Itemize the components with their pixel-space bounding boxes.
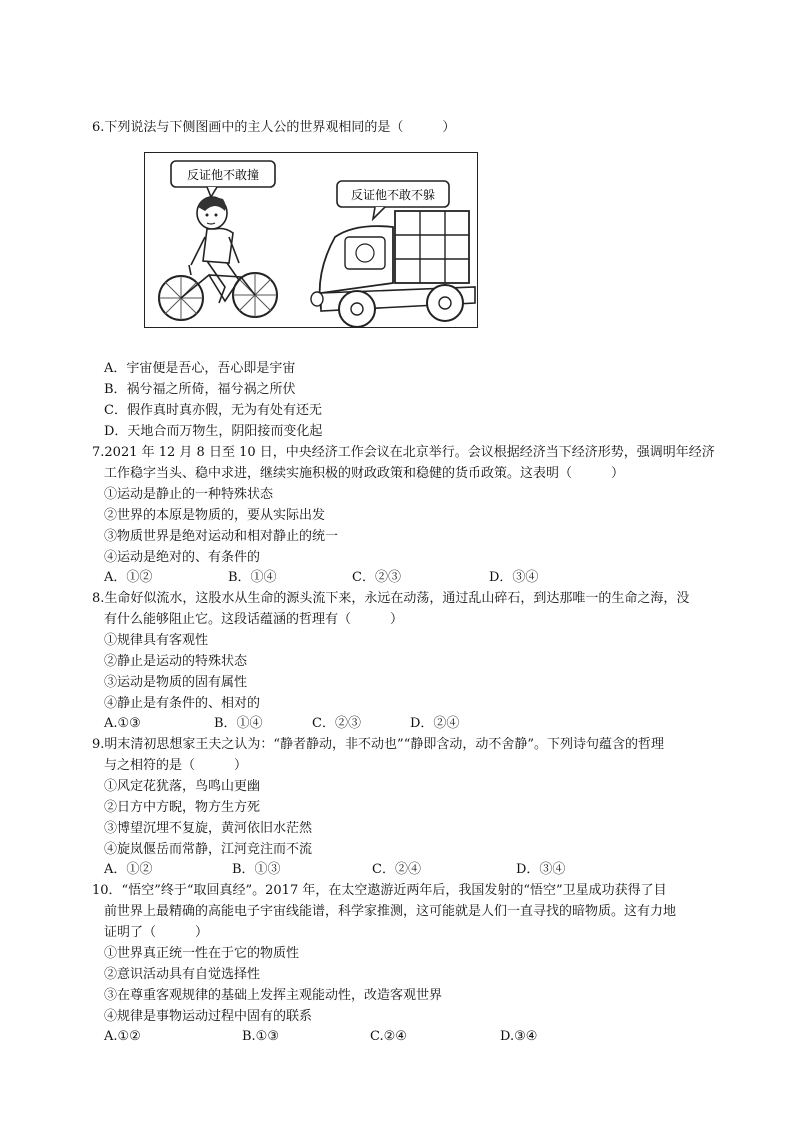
question-6-figure (144, 152, 478, 328)
question-8-stem-line1: 8.生命好似流水，这股水从生命的源头流下来，永远在动荡，通过乱山碎石，到达那唯一的生命之海，没 (92, 591, 690, 606)
question-6-option-b[interactable]: B．祸兮福之所倚，福兮祸之所伏 (104, 382, 296, 397)
question-9-option-d[interactable]: D．③④ (516, 862, 566, 877)
question-10-statement-3: ③在尊重客观规律的基础上发挥主观能动性，改造客观世界 (104, 988, 443, 1003)
left-bubble-text: 反证他不敢撞 (186, 168, 260, 182)
question-9-stem-line1: 9.明末清初思想家王夫之认为：“静者静动，非不动也”“静即含动，动不舍静”。下列诗句蕴含的哲理 (92, 737, 664, 752)
cartoon-illustration (145, 153, 479, 329)
question-7-option-a[interactable]: A．①② (104, 570, 153, 585)
question-9-statement-4: ④旋岚偃岳而常静，江河竞注而不流 (104, 842, 313, 857)
question-10-stem-line1: 10．“悟空”终于“取回真经”。2017 年，在太空遨游近两年后，我国发射的“悟空”卫星成功获得了目 (92, 883, 667, 898)
question-10-statement-2: ②意识活动具有自觉选择性 (104, 967, 261, 982)
question-10-option-a[interactable]: A.①② (104, 1029, 141, 1044)
question-10-option-c[interactable]: C.②④ (370, 1029, 407, 1044)
question-7-stem-line1: 7.2021 年 12 月 8 日至 10 日，中央经济工作会议在北京举行。会议根据经济当下经济形势，强调明年经济 (92, 445, 715, 460)
question-9-statement-3: ③博望沉埋不复旋，黄河依旧水茫然 (104, 821, 313, 836)
question-8-option-d[interactable]: D．②④ (410, 716, 460, 731)
question-7-option-c[interactable]: C．②③ (352, 570, 401, 585)
question-8-statement-2: ②静止是运动的特殊状态 (104, 654, 248, 669)
question-7-statement-1: ①运动是静止的一种特殊状态 (104, 487, 274, 502)
question-9-option-a[interactable]: A．①② (104, 862, 153, 877)
question-7-statement-3: ③物质世界是绝对运动和相对静止的统一 (104, 529, 339, 544)
question-10-option-d[interactable]: D.③④ (500, 1029, 538, 1044)
right-bubble-text: 反证他不敢不躲 (350, 188, 436, 202)
question-9-option-c[interactable]: C．②④ (372, 862, 421, 877)
question-8-statement-3: ③运动是物质的固有属性 (104, 675, 248, 690)
question-6-option-c[interactable]: C．假作真时真亦假，无为有处有还无 (104, 403, 322, 418)
question-6-option-d[interactable]: D．天地合而万物生，阴阳接而变化起 (104, 424, 323, 439)
question-8-stem-line2: 有什么能够阻止它。这段话蕴涵的哲理有（ ） (104, 612, 404, 627)
question-6-stem: 6.下列说法与下侧图画中的主人公的世界观相同的是（ ） (92, 120, 456, 135)
question-9-statement-1: ①风定花犹落，鸟鸣山更幽 (104, 779, 261, 794)
question-10-stem-line3: 证明了（ ） (104, 925, 209, 940)
question-8-option-b[interactable]: B．①④ (214, 716, 263, 731)
question-7-option-b[interactable]: B．①④ (228, 570, 277, 585)
question-7-statement-4: ④运动是绝对的、有条件的 (104, 550, 261, 565)
question-8-statement-1: ①规律具有客观性 (104, 633, 209, 648)
question-8-statement-4: ④静止是有条件的、相对的 (104, 696, 261, 711)
question-9-option-b[interactable]: B．①③ (232, 862, 281, 877)
question-7-stem-line2: 工作稳字当头、稳中求进，继续实施积极的财政政策和稳健的货币政策。这表明（ ） (104, 466, 625, 481)
question-10-option-b[interactable]: B.①③ (242, 1029, 279, 1044)
question-10-stem-line2: 前世界上最精确的高能电子宇宙线能谱，科学家推测，这可能就是人们一直寻找的暗物质。这有力地 (104, 904, 677, 919)
question-10-statement-4: ④规律是事物运动过程中固有的联系 (104, 1009, 313, 1024)
question-9-statement-2: ②日方中方睨，物方生方死 (104, 800, 261, 815)
question-8-option-c[interactable]: C．②③ (312, 716, 361, 731)
question-7-option-d[interactable]: D．③④ (489, 570, 539, 585)
question-9-stem-line2: 与之相符的是（ ） (104, 758, 248, 773)
question-7-statement-2: ②世界的本原是物质的，要从实际出发 (104, 508, 326, 523)
question-8-option-a[interactable]: A.①③ (104, 716, 141, 731)
question-10-statement-1: ①世界真正统一性在于它的物质性 (104, 946, 300, 961)
question-6-option-a[interactable]: A．宇宙便是吾心，吾心即是宇宙 (104, 361, 296, 376)
